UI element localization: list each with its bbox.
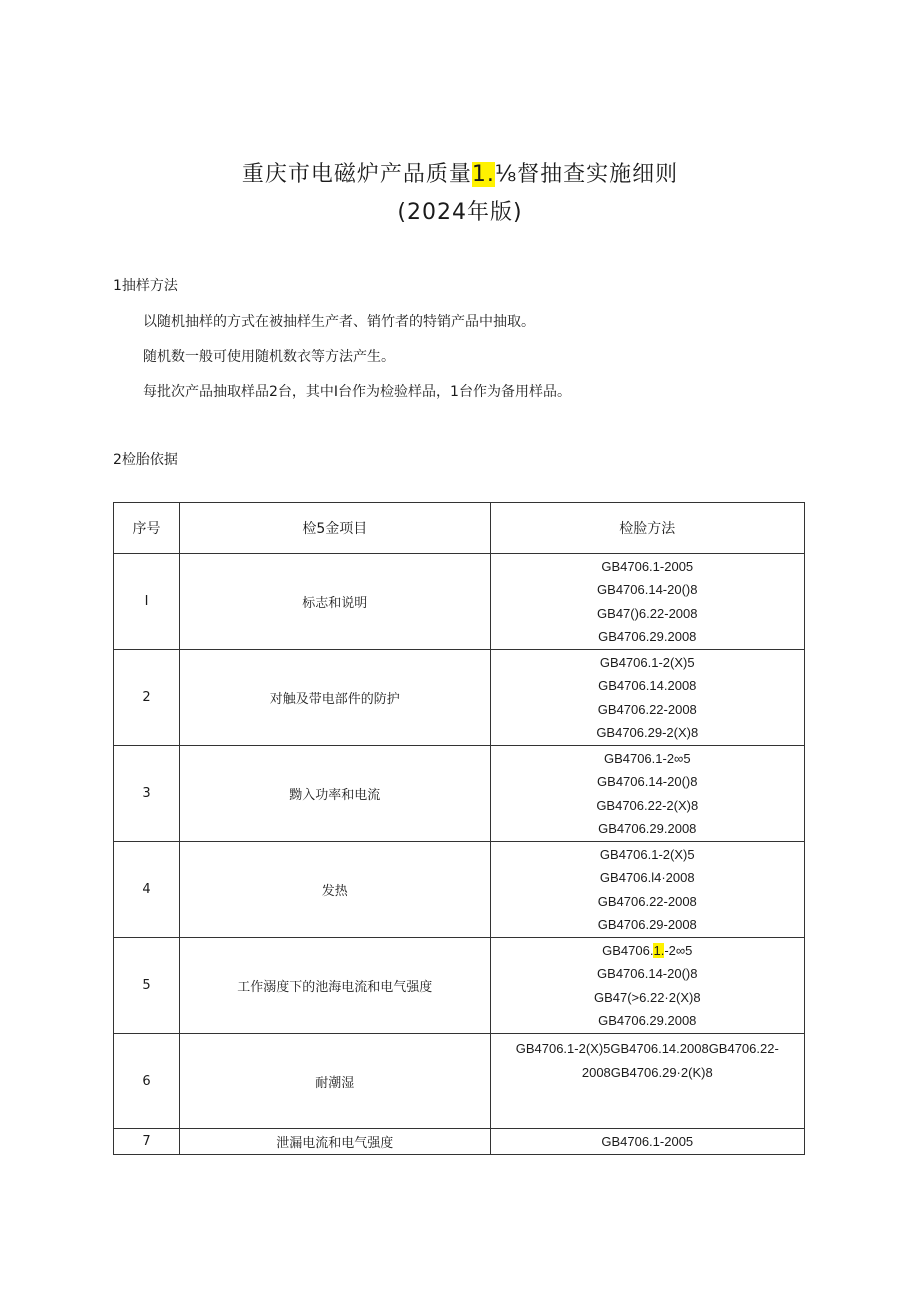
- method-line: GB47()6.22-2008: [597, 605, 698, 621]
- method-line: GB4706.14-20()8: [597, 582, 698, 597]
- method-highlight: 1.: [653, 942, 665, 958]
- row-item: 标志和说明: [180, 554, 490, 650]
- row-no: 4: [114, 842, 180, 938]
- row-item: 泄漏电流和电气强度: [180, 1129, 490, 1155]
- row-methods: [490, 938, 804, 1034]
- method-line: GB4706.29.2008: [598, 1013, 697, 1028]
- row-no: 5: [114, 938, 180, 1034]
- method-line: GB4706.l4·2008: [599, 870, 695, 885]
- method-text-before: GB4706.: [602, 942, 654, 958]
- title-text-after: ⅛督抽查实施细则: [494, 162, 679, 187]
- method-line: [491, 939, 804, 963]
- method-line: GB4706.14.2008: [598, 678, 697, 693]
- method-line: 2008GB4706.29·2(K)8: [581, 1064, 713, 1080]
- method-line: GB4706.1-2005: [601, 1133, 694, 1149]
- method-line: GB4706.14-20()8: [597, 774, 698, 789]
- inspection-table: [113, 502, 805, 1155]
- method-line: GB4706.14-20()8: [597, 966, 698, 981]
- method-line: GB4706.29-2008: [597, 917, 697, 932]
- method-text-after: -2∞5: [664, 942, 693, 958]
- header-no: 序号: [114, 503, 180, 554]
- method-line: GB4706.29.2008: [598, 821, 697, 836]
- method-line: GB4706.1-2(X)5: [599, 846, 695, 862]
- row-methods: [490, 554, 804, 650]
- row-item: 耐潮湿: [180, 1034, 490, 1129]
- row-no: I: [114, 554, 180, 650]
- section2-heading: 2检胎依据: [113, 452, 178, 468]
- method-line: GB4706.1-2005: [601, 558, 694, 574]
- section1-paragraph-1: 以随机抽样的方式在被抽样生产者、销竹者的特销产品中抽取。: [143, 314, 535, 330]
- row-no: 2: [114, 650, 180, 746]
- row-methods: [490, 650, 804, 746]
- doc-title-line2: (2024年版): [397, 200, 523, 225]
- row-no: 7: [114, 1129, 180, 1155]
- method-line: GB4706.1-2(X)5: [599, 654, 695, 670]
- method-line: GB4706.22-2008: [597, 893, 697, 909]
- method-line: GB47(>6.22·2(X)8: [593, 989, 701, 1005]
- row-methods: [490, 1129, 804, 1155]
- method-line: GB4706.29-2(X)8: [596, 725, 699, 740]
- table-row: [114, 938, 805, 1034]
- table-row: [114, 554, 805, 650]
- method-line: GB4706.1-2(X)5GB4706.14.2008GB4706.22-: [515, 1041, 779, 1056]
- doc-title-line1: [0, 157, 920, 188]
- method-line: GB4706.22-2(X)8: [596, 797, 699, 813]
- row-item: 发热: [180, 842, 490, 938]
- table-header-row: [114, 503, 805, 554]
- row-no: 3: [114, 746, 180, 842]
- header-method: 检脸方法: [490, 503, 804, 554]
- row-item: 对触及带电部件的防护: [180, 650, 490, 746]
- table-row: [114, 650, 805, 746]
- title-highlight: 1.: [471, 162, 495, 187]
- header-item: 检5金项目: [180, 503, 490, 554]
- row-no: 6: [114, 1034, 180, 1129]
- row-methods: [490, 746, 804, 842]
- section1-paragraph-2: 随机数一般可使用随机数衣等方法产生。: [143, 349, 395, 365]
- title-text-before: 重庆市电磁炉产品质量: [241, 162, 472, 187]
- table-row: [114, 1034, 805, 1129]
- table-row: [114, 842, 805, 938]
- method-line: GB4706.22-2008: [597, 701, 697, 717]
- method-line: GB4706.29.2008: [598, 629, 697, 644]
- section1-heading: 1抽样方法: [113, 278, 178, 294]
- row-item: 工作溺度下的池海电流和电气强度: [180, 938, 490, 1034]
- row-methods: [490, 1034, 804, 1129]
- table-row: [114, 1129, 805, 1155]
- row-methods: [490, 842, 804, 938]
- table-row: [114, 746, 805, 842]
- method-line: GB4706.1-2∞5: [603, 750, 691, 766]
- row-item: 黝入功率和电流: [180, 746, 490, 842]
- section1-paragraph-3: 每批次产品抽取样品2台，其中I台作为检验样品，1台作为备用样品。: [143, 384, 571, 400]
